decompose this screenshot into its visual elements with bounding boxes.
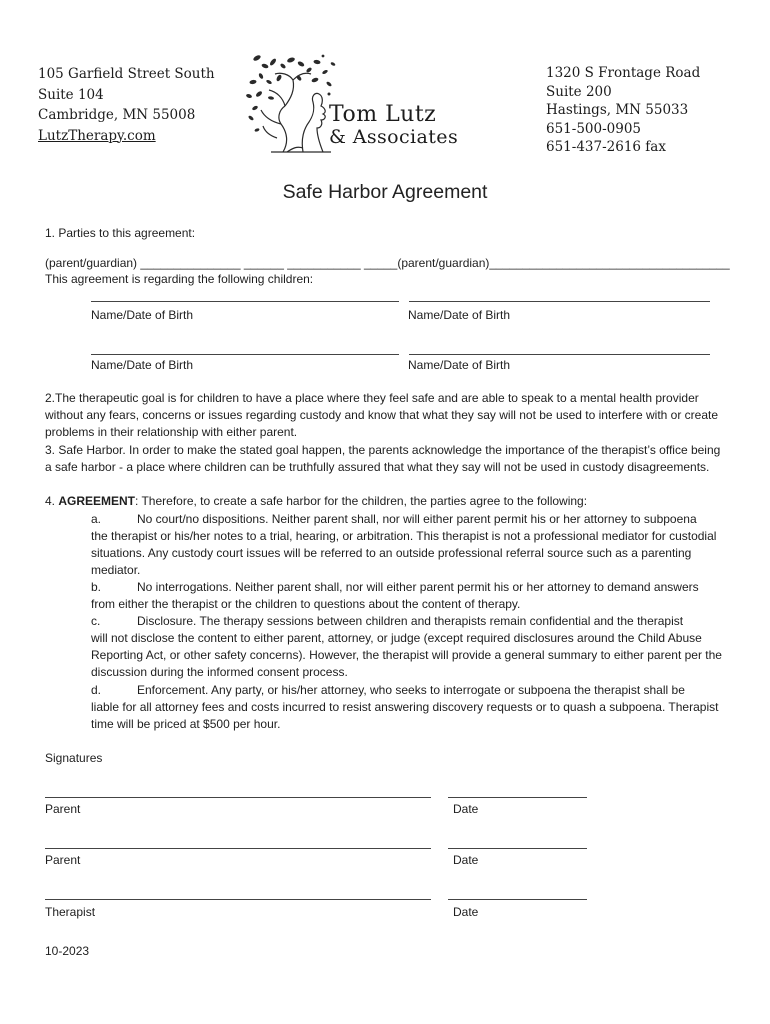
therapist-signature-line[interactable]	[45, 899, 431, 900]
item-c-first-line	[91, 613, 683, 630]
item-b-first-text: No interrogations. Neither parent shall, nor will either parent permit his or her attorney to demand answers	[137, 580, 699, 594]
therapist-date-line[interactable]	[448, 899, 587, 900]
section1-heading: 1. Parties to this agreement:	[45, 226, 196, 240]
section4-intro: : Therefore, to create a safe harbor for the children, the parties agree to the following:	[135, 494, 588, 508]
item-b-continuation: from either the therapist or the children to questions about the content of therapy.	[91, 597, 521, 611]
child-3-signature-line[interactable]	[91, 354, 399, 355]
phone-number: 651-500-0905	[546, 120, 642, 137]
parent-1-date-label: Date	[453, 802, 479, 816]
address-line-suite: Suite 104	[38, 86, 104, 103]
item-c-continuation: will not disclose the content to either parent, attorney, or judge (except required disclosures around the Child Abuse Reporting Act, or other safety concerns). However, the therapist will provide a general summary to either parent per the discussion during the informed consent process.	[91, 631, 722, 680]
parties-field-line[interactable]: (parent/guardian) _______________ ______ ___________ _____(parent/guardian)____________________________________	[45, 256, 730, 270]
logo-associates: & Associates	[329, 126, 459, 148]
child-3-label: Name/Date of Birth	[91, 358, 194, 372]
section2-paragraph: 2.The therapeutic goal is for children to have a place where they feel safe and are able to speak to a mental health provider without any fears, concerns or issues regarding custody and know that what they say will not be used to interfere with or create problems in their relationship with either parent.	[45, 391, 719, 440]
child-4-signature-line[interactable]	[409, 354, 710, 355]
children-intro: This agreement is regarding the following children:	[45, 272, 314, 286]
item-d-continuation: liable for all attorney fees and costs incurred to resist answering discovery requests or to quash a subpoena. Therapist time will be priced at $500 per hour.	[91, 700, 719, 732]
address-line-street: 1320 S Frontage Road	[546, 65, 701, 81]
child-2-label: Name/Date of Birth	[408, 308, 511, 322]
right-address-block	[546, 64, 700, 157]
logo-name: Tom Lutz	[329, 102, 437, 127]
section4-agreement-label: AGREEMENT	[58, 494, 136, 508]
parent-1-label: Parent	[45, 802, 81, 816]
address-line-city: Cambridge, MN 55008	[38, 107, 196, 123]
section4-number: 4.	[45, 494, 59, 508]
therapist-date-label: Date	[453, 905, 479, 919]
revision-date: 10-2023	[45, 944, 90, 958]
item-c-first-text: Disclosure. The therapy sessions between children and therapists remain confidential and the therapist	[137, 614, 684, 628]
parent-2-date-label: Date	[453, 853, 479, 867]
parent-2-date-line[interactable]	[448, 848, 587, 849]
signatures-heading: Signatures	[45, 751, 103, 765]
left-address-block	[38, 64, 215, 146]
parent-2-signature-line[interactable]	[45, 848, 431, 849]
section3-paragraph: 3. Safe Harbor. In order to make the stated goal happen, the parents acknowledge the importance of the therapist’s office being a safe harbor - a place where children can be truthfully assured that what they say will not be used in custody disagreements.	[45, 443, 721, 475]
section4-heading	[45, 493, 735, 510]
item-b-first-line	[91, 579, 699, 596]
item-a-first-line	[91, 511, 697, 528]
child-2-signature-line[interactable]	[409, 301, 710, 302]
child-1-label: Name/Date of Birth	[91, 308, 194, 322]
item-a-continuation: the therapist or his/her notes to a trial, hearing, or arbitration. This therapist is not a professional mediator for custodial situations. Any custody court issues will be referred to an outside professional referral source such as a parenting mediator.	[91, 529, 717, 578]
item-a-letter: a.	[91, 512, 102, 526]
item-d-first-text: Enforcement. Any party, or his/her attorney, who seeks to interrogate or subpoena the therapist shall be	[137, 683, 685, 697]
therapist-label: Therapist	[45, 905, 96, 919]
item-c-letter: c.	[91, 614, 101, 628]
item-d-letter: d.	[91, 683, 102, 697]
child-1-signature-line[interactable]	[91, 301, 399, 302]
item-a-first-text: No court/no dispositions. Neither parent shall, nor will either parent permit his or her attorney to subpoena	[137, 512, 697, 526]
address-line-suite: Suite 200	[546, 83, 612, 100]
website-link[interactable]: LutzTherapy.com	[38, 127, 156, 144]
address-line-street: 105 Garfield Street South	[38, 66, 215, 82]
parent-1-date-line[interactable]	[448, 797, 587, 798]
item-b-letter: b.	[91, 580, 102, 594]
item-d-first-line	[91, 682, 685, 699]
company-logo-text	[329, 104, 458, 148]
fax-number: 651-437-2616 fax	[546, 139, 666, 155]
child-4-label: Name/Date of Birth	[408, 358, 511, 372]
address-line-city: Hastings, MN 55033	[546, 102, 689, 118]
parent-1-signature-line[interactable]	[45, 797, 431, 798]
parent-2-label: Parent	[45, 853, 81, 867]
document-title: Safe Harbor Agreement	[282, 181, 488, 203]
